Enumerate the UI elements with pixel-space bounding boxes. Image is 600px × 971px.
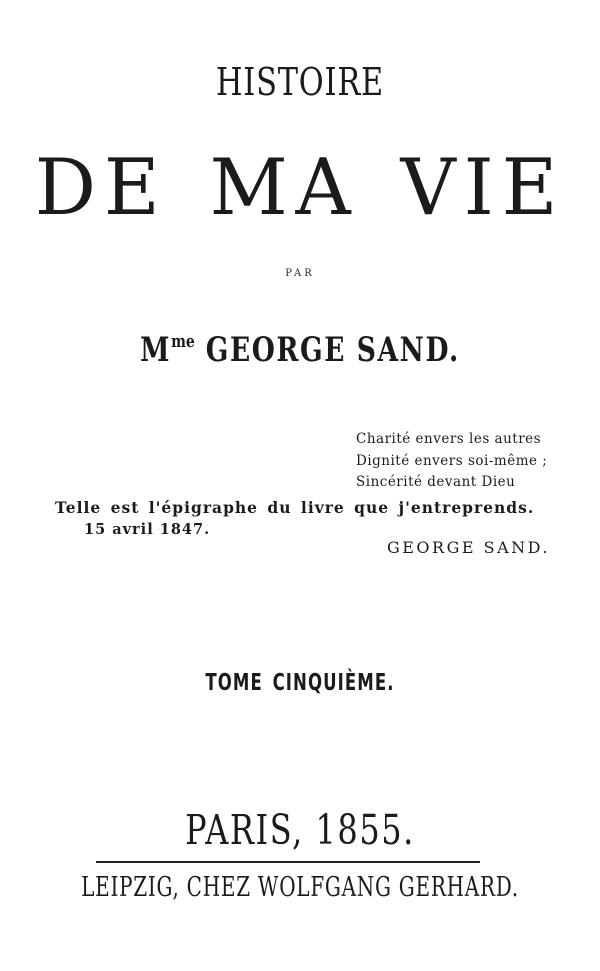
- epigraph-line-3: Sincérité devant Dieu: [356, 474, 516, 490]
- epigraph-line-1: Charité envers les autres: [356, 431, 542, 447]
- byline: PAR: [285, 268, 315, 279]
- series-title: HISTOIRE: [215, 60, 385, 104]
- author-prefix-superscript: me: [171, 331, 195, 352]
- imprint-publisher: LEIPZIG, CHEZ WOLFGANG GERHARD.: [81, 872, 519, 903]
- author-name: GEORGE SAND.: [205, 330, 460, 370]
- epigraph-block: [356, 429, 547, 494]
- author-line: [66, 330, 534, 370]
- imprint-city-year: PARIS, 1855.: [185, 806, 415, 854]
- epigraph-signature: GEORGE SAND.: [386, 538, 550, 557]
- divider-rule: [96, 861, 480, 863]
- author-prefix: M: [140, 330, 172, 370]
- epigraph-date: 15 avril 1847.: [84, 521, 211, 538]
- main-title: DE MA VIE: [34, 143, 566, 233]
- epigraph-comment: Telle est l'épigraphe du livre que j'entreprends.: [55, 498, 535, 517]
- epigraph-line-2: Dignité envers soi-même ;: [356, 452, 548, 469]
- volume-label: TOME CINQUIÈME.: [205, 670, 395, 696]
